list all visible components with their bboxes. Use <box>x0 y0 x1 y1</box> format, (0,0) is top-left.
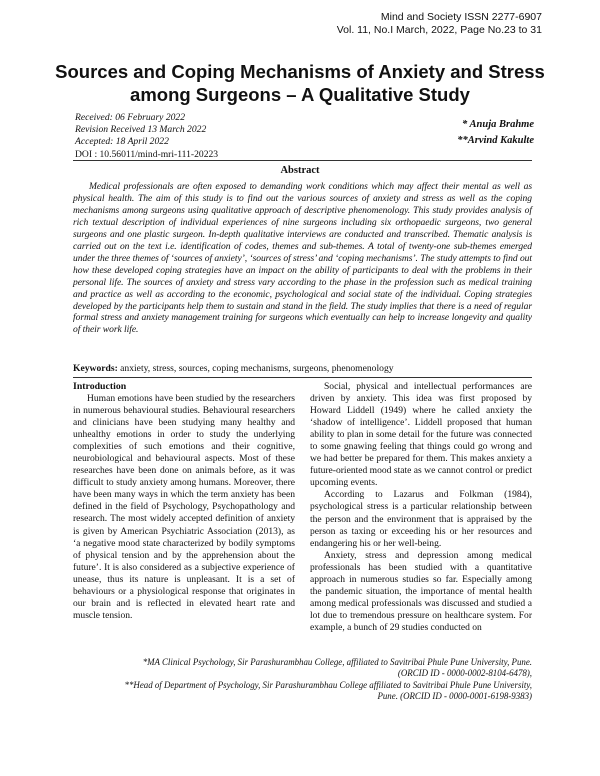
footnotes <box>73 657 532 703</box>
journal-name-issn: Mind and Society ISSN 2277-6907 <box>380 11 542 23</box>
divider-bottom <box>73 377 532 378</box>
intro-paragraph-3: According to Lazarus and Folkman (1984), psychological stress is a particular relationship between the person and the environment that is appraised by the person as taxing or exceeding his or her resources and endangering his or her well-being. <box>310 489 532 549</box>
authors <box>457 117 534 149</box>
keywords <box>73 363 532 375</box>
divider-top <box>73 160 532 161</box>
article-dates <box>75 112 218 161</box>
intro-paragraph-4: Anxiety, stress and depression among medical professionals has been studied with a quantitative approach in numerous studies so far. Especially among the pandemic situation, the importance of mental health among medical professionals was discussed and studied a lot due to tremendous pressure on healthcare system. For example, a bunch of 29 studies conducted on <box>310 549 532 633</box>
author-1: * Anuja Brahme <box>462 119 534 130</box>
article-title: Sources and Coping Mechanisms of Anxiety and Stress among Surgeons – A Qualitative Study <box>55 61 545 105</box>
intro-paragraph-1: Human emotions have been studied by the researchers in numerous behavioural studies. Behavioural researchers and clinicians have been studying many healthy and unhealthy emotions in order to study the underlying complexities of such emotions and their cognitive, neurobiological and behavioural aspects. Most of these researches have been done on animals before, as it was difficult to study anxiety among humans. Moreover, there have been many ways in which the term anxiety has been defined in the field of Psychology, Psychopathology and research. The most widely accepted definition of anxiety is given by American Psychiatric Association (2013), as ‘a negative mood state characterized by bodily symptoms of physical tension and by the apprehension about the future’. It is also considered as a subjective experience of unease, thus its nature is unpleasant. It is a set of behaviours or a physiological response that originates in our brain and is reflected in elevated heart rate and muscle tension. <box>73 393 295 621</box>
received-date: Received: 06 February 2022 <box>75 112 186 123</box>
revision-date: Revision Received 13 March 2022 <box>75 124 207 136</box>
column-right <box>310 381 532 634</box>
column-left <box>73 381 295 622</box>
journal-header <box>337 11 542 37</box>
intro-paragraph-2: Social, physical and intellectual performances are driven by anxiety. This idea was first proposed by Howard Liddell (1949) where he called anxiety the ‘shadow of intelligence’. Liddell proposed that human ability to plan in some detail for the future was connected to some gnawing feeling that things could go wrong and we had better be prepared for them. This makes anxiety a future-oriented mood state as we cannot control or predict upcoming events. <box>310 381 532 489</box>
journal-volume-pages: Vol. 11, No.I March, 2022, Page No.23 to 31 <box>336 24 542 36</box>
keywords-list: anxiety, stress, sources, coping mechanisms, surgeons, phenomenology <box>117 363 394 374</box>
abstract-heading: Abstract <box>280 165 320 176</box>
footnote-1-orcid: (ORCID ID - 0000-0002-8104-6478), <box>397 668 532 679</box>
accepted-date: Accepted: 18 April 2022 <box>75 136 169 148</box>
keywords-label: Keywords: <box>73 363 118 374</box>
abstract-body: Medical professionals are often exposed to demanding work conditions which may affect their mental as well as physical health. The aim of this study is to find out the various sources of anxiety and stress as well as the coping mechanisms among surgeons using qualitative approach of descriptive phenomenology. This study provides analysis of rich textual description of individual experiences of nine surgeons including six orthopaedic surgeons, two general surgeons and one plastic surgeon. In-depth qualitative interviews are conducted and transcribed. Thematic analysis is carried out on the text i.e. identification of codes, themes and sub-themes. A total of twenty-one sub-themes emerged under the three themes of ‘sources of anxiety’, ‘sources of stress’ and ‘coping mechanisms’. The study attempts to find out how these developed coping strategies have an impact on the ability of participants to deal with the problems in their personal life. The sources of anxiety and stress vary according to the phase in the profession such as medical training and practice as well as according to the economic, psychological and social state of the individual. Coping strategies developed by the participants help them to sustain and stand in the field. The study implies that there is a need of regular formal stress and anxiety management training for surgeons which eventually can help to increase longevity and quality of their work life. <box>73 181 532 336</box>
introduction-heading: Introduction <box>73 381 127 392</box>
doi: DOI : 10.56011/mind-mri-111-20223 <box>75 148 219 160</box>
footnote-2-orcid: Pune. (ORCID ID - 0000-0001-6198-9383) <box>377 691 532 702</box>
footnote-2-affiliation: **Head of Department of Psychology, Sir Parashurambhau College affiliated to Savitribai Phule Pune University, <box>124 679 532 690</box>
footnote-1-affiliation: *MA Clinical Psychology, Sir Parashurambhau College, affiliated to Savitribai Phule Pune University, Pune. <box>142 657 532 667</box>
author-2: **Arvind Kakulte <box>457 135 534 146</box>
